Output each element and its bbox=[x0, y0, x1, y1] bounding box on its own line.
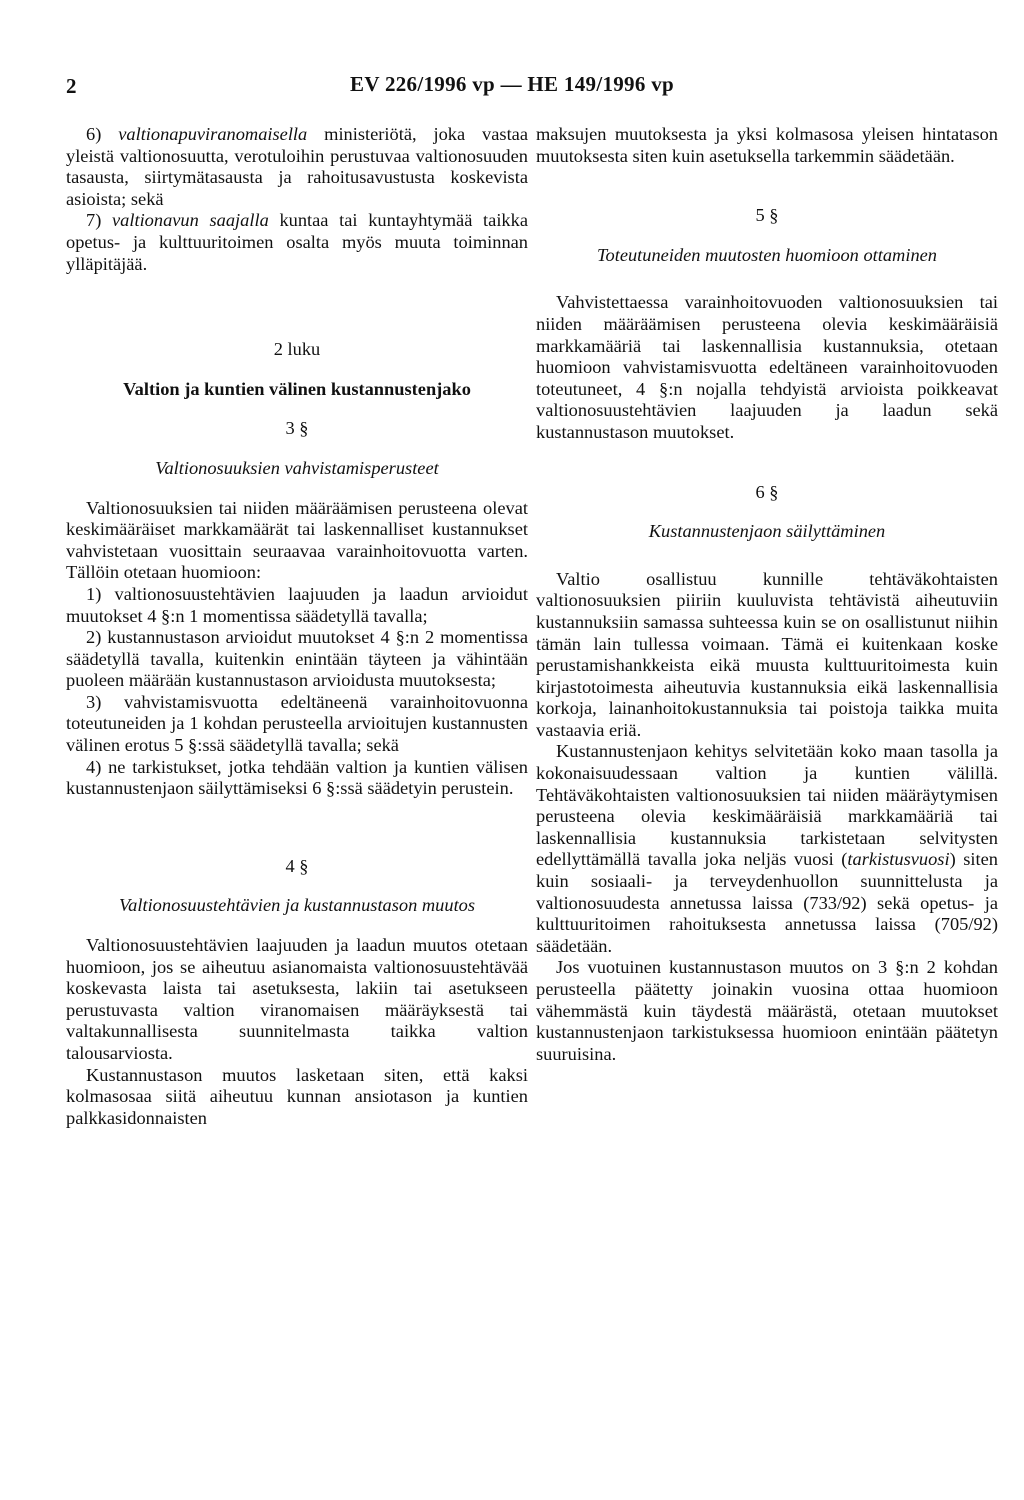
section-title-4: Valtionosuustehtävien ja kustannustason muutos bbox=[118, 895, 476, 916]
section-number-4: 4 § bbox=[285, 855, 309, 876]
section-title-3: Valtionosuuksien vahvistamisperusteet bbox=[155, 457, 439, 478]
section-3-paragraph: Valtionosuuksien tai niiden määräämisen perusteena olevat keskimääräiset markkamäärät tai laskennalliset kustannukset vahvistetaan vuosittain seuraavaa varainhoitovuotta varten. Tällöin otetaan huomioon: bbox=[66, 497, 528, 583]
section-3-item-2: 2) kustannustason arvioidut muutokset 4 §:n 2 momentissa säädetyllä tavalla, kuitenkin enintään täyteen ja vähintään puoleen määrään kustannustason arvioidusta muutoksesta; bbox=[66, 627, 528, 691]
section-6-paragraph-3: Jos vuotuinen kustannustason muutos on 3 §:n 2 kohdan perusteella päätetty joinakin vuosina ottaa huomioon vähemmästä kuin täydestä määrästä, otetaan muutokset kustannustenjaon tarkistuksessa huomioon enintään päätetyn suuruisina. bbox=[536, 957, 998, 1064]
section-number-3: 3 § bbox=[285, 418, 309, 439]
section-4-paragraph-2: Kustannustason muutos lasketaan siten, että kaksi kolmasosaa siitä aiheutuu kunnan ansiotason ja kuntien palkkasidonnaisten bbox=[66, 1064, 528, 1128]
continued-paragraph: maksujen muutoksesta ja yksi kolmasosa yleisen hintatason muutoksesta siten kuin asetuksella tarkemmin säädetään. bbox=[536, 124, 998, 166]
section-number-6: 6 § bbox=[755, 481, 779, 502]
right-column bbox=[536, 124, 998, 1065]
definition-item-6: 6) valtionapuviranomaisella ministeriötä, joka vastaa yleistä valtionosuutta, verotuloihin perustuvaa valtionosuuden tasausta, siirtymätasausta ja rahoitusavustusta koskevista asioista; sekä bbox=[66, 124, 529, 209]
section-number-5: 5 § bbox=[755, 205, 779, 226]
page-number: 2 bbox=[66, 74, 77, 98]
section-6-paragraph-2: Kustannustenjaon kehitys selvitetään koko maan tasolla ja kokonaisuudessaan valtion ja kuntien välillä. Tehtäväkohtaisten valtionosuuksien tai niiden määräytymisen perusteena olevia keskimääräisiä markkamääriä tai laskennallisia kustannuksia tarkistetaan selvitysten edellyttämällä tavalla joka neljäs vuosi (tarkistusvuosi) siten kuin sosiaali- ja terveydenhuollon suunnittelusta ja valtionosuudesta annetussa laissa (733/92) sekä opetus- ja kulttuuritoimen rahoituksesta annetussa laissa (705/92) säädetään. bbox=[536, 741, 998, 956]
chapter-title: Valtion ja kuntien välinen kustannustenjako bbox=[123, 378, 471, 399]
section-title-5: Toteutuneiden muutosten huomioon ottaminen bbox=[596, 244, 938, 265]
defined-term: valtionapuviranomaisella bbox=[118, 124, 308, 144]
section-6-paragraph-1: Valtio osallistuu kunnille tehtäväkohtaisten valtionosuuksien piiriin kuuluvista tehtävistä aiheutuviin kustannuksiin samassa suhteessa kuin se on osallistunut niihin tämän lain tullessa voimaan. Tämä ei kuitenkaan koske perustamishankkeista eikä muusta kulttuuritoimesta kuin kirjastotoimesta aiheutuvia kustannuksia eikä laskennallisia korkoja, lainanhoitokustannuksia tai poistoja taikka muita vastaavia eriä. bbox=[536, 568, 998, 740]
chapter-number: 2 luku bbox=[273, 339, 321, 360]
definition-item-7: 7) valtionavun saajalla kuntaa tai kuntayhtymää taikka opetus- ja kulttuuritoimen osalta myös muuta toiminnan ylläpitäjää. bbox=[66, 210, 528, 274]
left-column bbox=[66, 124, 528, 1129]
section-4-paragraph-1: Valtionosuustehtävien laajuuden ja laadun muutos otetaan huomioon, jos se aiheutuu asianomaista valtionosuustehtävää koskevasta laista tai asetuksesta, lakiin tai asetukseen perustuvasta valtion viranomaisen määräyksestä tai valtakunnallisesta suunnitelmasta taikka valtion talousarviosta. bbox=[66, 935, 528, 1063]
section-5-paragraph: Vahvistettaessa varainhoitovuoden valtionosuuksien tai niiden määräämisen perusteena olevia keskimääräisiä markkamääriä tai laskennallisia kustannuksia, otetaan huomioon vahvistamisvuotta edeltäneen varainhoitovuoden toteutuneet, 4 §:n nojalla tehdyistä arvioista poikkeavat valtionosuustehtävien laajuuden ja laadun sekä kustannustason muutokset. bbox=[536, 292, 998, 442]
section-3-item-1: 1) valtionosuustehtävien laajuuden ja laadun arvioidut muutokset 4 §:n 1 momentissa säädetyllä tavalla; bbox=[66, 583, 528, 626]
section-title-6: Kustannustenjaon säilyttäminen bbox=[648, 521, 886, 542]
section-3-item-3: 3) vahvistamisvuotta edeltäneenä varainhoitovuonna toteutuneiden ja 1 kohdan perusteella arvioitujen kustannusten välinen erotus 5 §:ssä säädetyllä tavalla; sekä bbox=[66, 691, 528, 756]
defined-term: valtionavun saajalla bbox=[112, 210, 269, 231]
section-3-item-4: 4) ne tarkistukset, jotka tehdään valtion ja kuntien välisen kustannustenjaon säilyttämiseksi 6 §:ssä säädetyin perustein. bbox=[66, 756, 528, 799]
defined-term: tarkistusvuosi bbox=[847, 849, 950, 870]
running-head: EV 226/1996 vp — HE 149/1996 vp bbox=[350, 72, 674, 96]
